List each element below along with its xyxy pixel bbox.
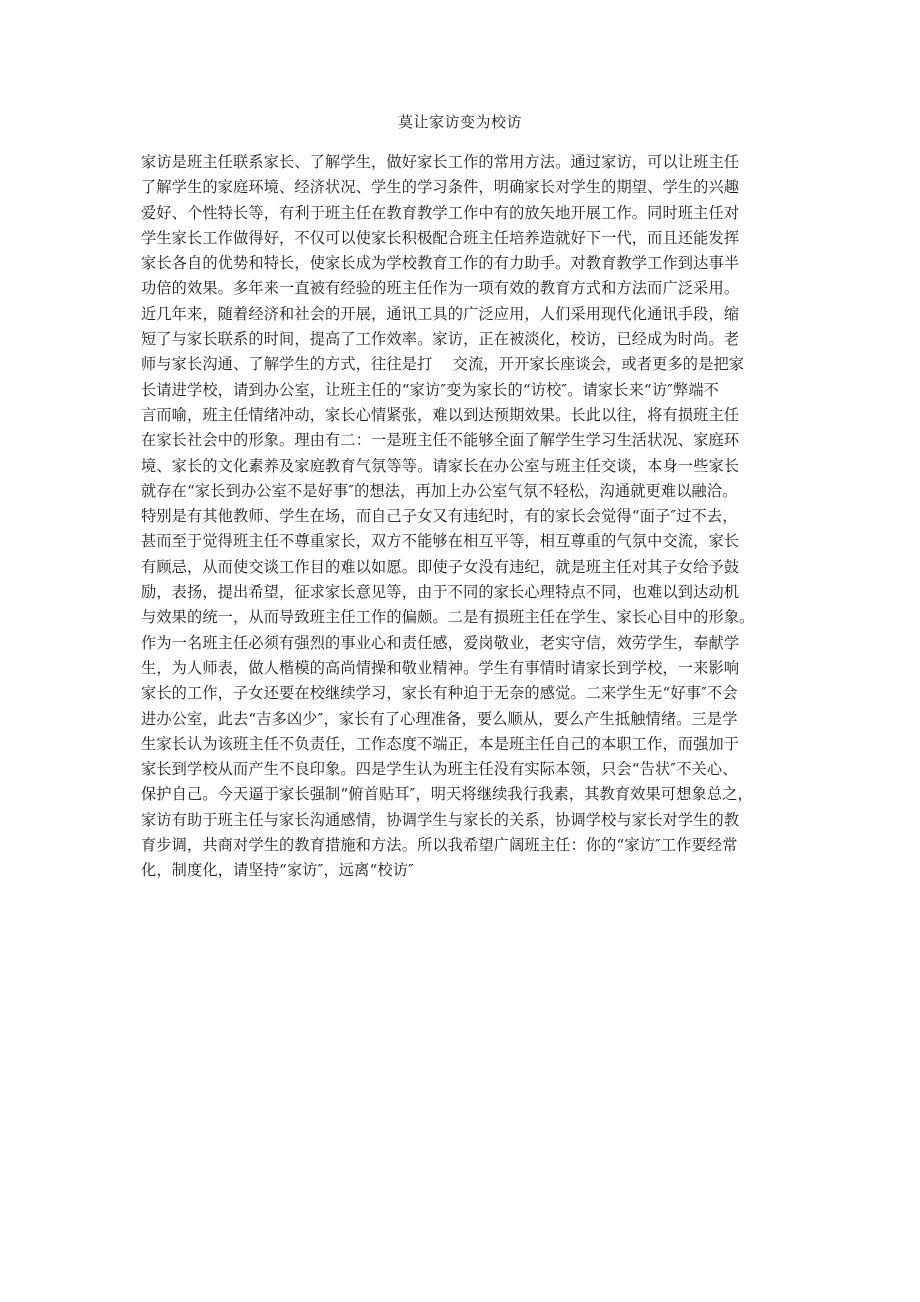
body-line: 生，为人师表，做人楷模的高尚情操和敬业精神。学生有事情时请家长到学校，一来影响 — [141, 658, 740, 677]
body-line: 境、家长的文化素养及家庭教育气氛等等。请家长在办公室与班主任交谈，本身一些家长 — [141, 456, 740, 475]
body-line: 学生家长工作做得好，不仅可以使家长积极配合班主任培养造就好下一代，而且还能发挥 — [141, 228, 740, 247]
body-line: 与效果的统一，从而导致班主任工作的偏颇。二是有损班主任在学生、家长心目中的形象。 — [141, 608, 755, 627]
body-line: 就存在“家长到办公室不是好事″的想法，再加上办公室气氛不轻松，沟通就更难以融洽。 — [141, 481, 738, 500]
body-line: 师与家长沟通、了解学生的方式，往往是打 交流，开开家长座谈会，或者更多的是把家 — [141, 355, 745, 374]
body-line: 功倍的效果。多年来一直被有经验的班主任作为一项有效的教育方式和方法而广泛采用。 — [141, 279, 740, 298]
body-line: 长请进学校，请到办公室，让班主任的“家访″变为家长的“访校″。请家长来“访″弊端不 — [141, 380, 720, 399]
body-line: 励，表扬，提出希望，征求家长意见等，由于不同的家长心理特点不同，也难以到达动机 — [141, 583, 740, 602]
body-line: 甚而至于觉得班主任不尊重家长，双方不能够在相互平等，相互尊重的气氛中交流，家长 — [141, 532, 740, 551]
body-line: 短了与家长联系的时间，提高了工作效率。家访，正在被淡化，校访，已经成为时尚。老 — [141, 330, 740, 349]
document-title: 莫让家访变为校访 — [397, 113, 522, 131]
body-line: 在家长社会中的形象。理由有二：一是班主任不能够全面了解学生学习生活状况、家庭环 — [141, 431, 740, 450]
body-line: 生家长认为该班主任不负责任，工作态度不端正，本是班主任自己的本职工作，而强加于 — [141, 734, 740, 753]
document-body — [141, 150, 781, 884]
body-line: 育步调，共商对学生的教育措施和方法。所以我希望广阔班主任：你的“家访″工作要经常 — [141, 836, 738, 855]
body-line: 家长到学校从而产生不良印象。四是学生认为班主任没有实际本领，只会“告状″不关心、 — [141, 760, 738, 779]
body-line: 言而喻，班主任情绪冲动，家长心情紧张，难以到达预期效果。长此以往，将有损班主任 — [141, 405, 740, 424]
body-line: 化，制度化，请坚持“家访″，远离“校访″ — [141, 861, 414, 880]
body-line: 家访是班主任联系家长、了解学生，做好家长工作的常用方法。通过家访，可以让班主任 — [141, 153, 740, 171]
body-line: 家长的工作，子女还要在校继续学习，家长有种迫于无奈的感觉。二来学生无“好事″不会 — [141, 684, 738, 703]
body-line: 进办公室，此去“吉多凶少″，家长有了心理准备，要么顺从，要么产生抵触情绪。三是学 — [141, 709, 738, 728]
body-line: 有顾忌，从而使交谈工作目的难以如愿。即使子女没有违纪，就是班主任对其子女给予鼓 — [141, 557, 740, 576]
body-line: 近几年来，随着经济和社会的开展，通讯工具的广泛应用，人们采用现代化通讯手段，缩 — [141, 304, 740, 323]
body-line: 家长各自的优势和特长，使家长成为学校教育工作的有力助手。对教育教学工作到达事半 — [141, 254, 740, 273]
body-line: 爱好、个性特长等，有利于班主任在教育教学工作中有的放矢地开展工作。同时班主任对 — [141, 203, 740, 222]
body-line: 家访有助于班主任与家长沟通感情，协调学生与家长的关系，协调学校与家长对学生的教 — [141, 810, 740, 829]
body-line: 特别是有其他教师、学生在场，而自己子女又有违纪时，有的家长会觉得“面子″过不去， — [141, 507, 738, 526]
body-line: 了解学生的家庭环境、经济状况、学生的学习条件，明确家长对学生的期望、学生的兴趣 — [141, 178, 740, 197]
body-line: 保护自己。今天逼于家长强制“俯首贴耳″，明天将继续我行我素，其教育效果可想象总之， — [141, 785, 753, 804]
body-line: 作为一名班主任必须有强烈的事业心和责任感，爱岗敬业，老实守信，效劳学生，奉献学 — [141, 633, 740, 652]
